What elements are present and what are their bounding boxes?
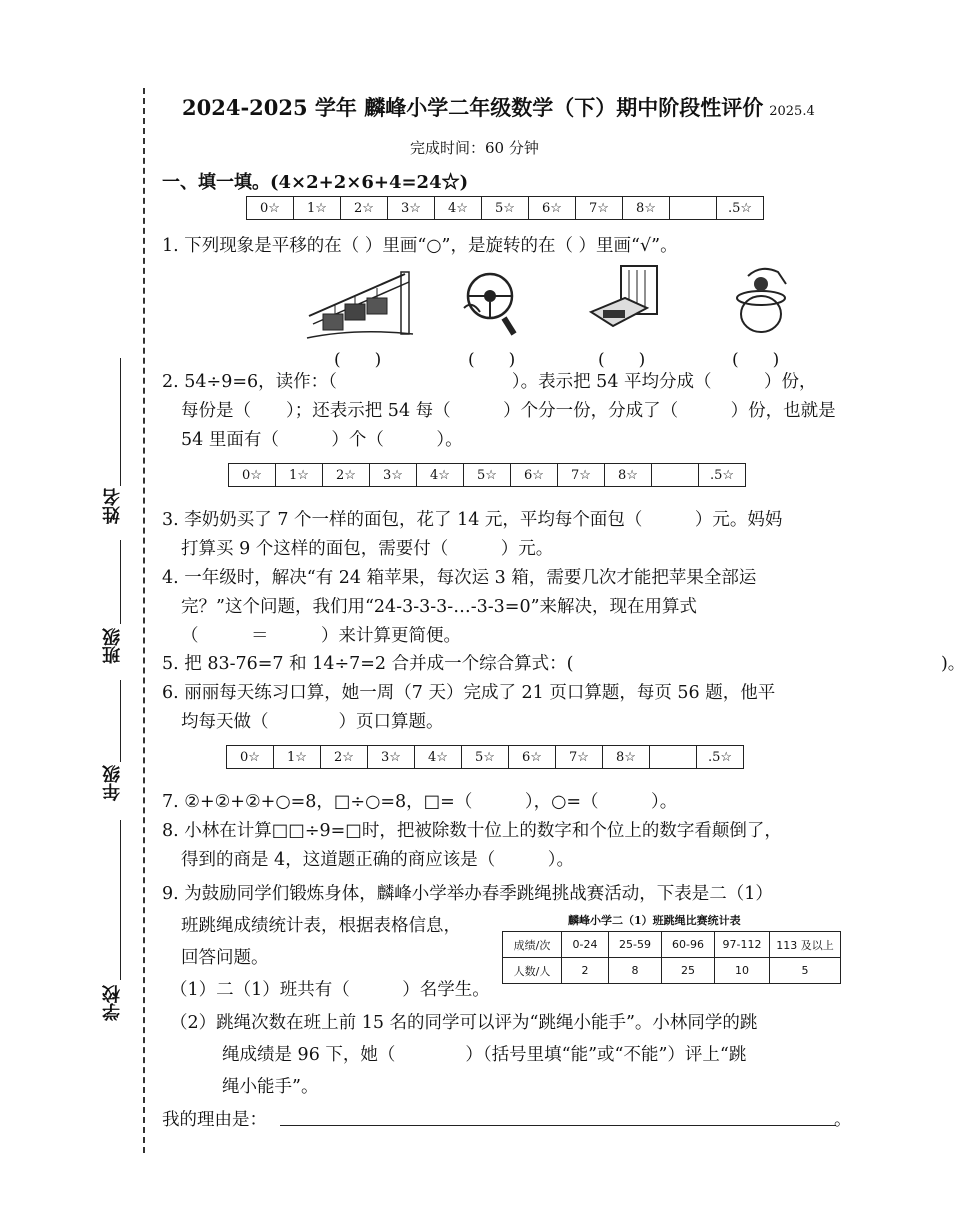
question-3-line-1: 3. 李奶奶买了 7 个一样的面包，花了 14 元，平均每个面包（ ）元。妈妈 — [162, 510, 783, 530]
class-label: 班级 — [102, 628, 123, 664]
question-4-line-3: （ ＝ ）来计算更简便。 — [181, 626, 461, 646]
binding-line — [143, 88, 145, 1153]
table-header-cell: 0-24 — [562, 932, 609, 958]
stats-table-title: 麟峰小学二（1）班跳绳比赛统计表 — [568, 914, 741, 927]
score-row — [246, 196, 764, 220]
score-cell[interactable]: 0☆ — [229, 464, 276, 487]
score-row — [228, 463, 746, 487]
question-5: 5. 把 83-76=7 和 14÷7=2 合并成一个综合算式：( )。 — [162, 654, 965, 674]
score-cell[interactable]: .5☆ — [717, 197, 764, 220]
score-cell[interactable]: 1☆ — [276, 464, 323, 487]
grade-line[interactable] — [120, 680, 121, 762]
question-9-part-2-line-2: 绳成绩是 96 下，她（ ）（括号里填“能”或“不能”）评上“跳 — [222, 1045, 747, 1065]
score-cell[interactable]: 3☆ — [368, 746, 415, 769]
question-9-line-1: 9. 为鼓励同学们锻炼身体，麟峰小学举办春季跳绳挑战赛活动，下表是二（1） — [162, 884, 773, 904]
question-8-line-2: 得到的商是 4，这道题正确的商应该是（ ）。 — [181, 850, 574, 870]
score-cell[interactable]: 1☆ — [274, 746, 321, 769]
table-cell: 10 — [715, 958, 770, 984]
score-cell[interactable] — [670, 197, 717, 220]
spinning-top-illustration — [728, 262, 794, 336]
score-cell[interactable]: 2☆ — [321, 746, 368, 769]
answer-paren-1[interactable]: ( ) — [334, 350, 382, 370]
score-cell[interactable]: 6☆ — [509, 746, 556, 769]
score-cell[interactable] — [652, 464, 699, 487]
table-cell: 8 — [609, 958, 662, 984]
table-header-cell: 25-59 — [609, 932, 662, 958]
score-cell[interactable]: 7☆ — [556, 746, 603, 769]
question-1: 1. 下列现象是平移的在（ ）里画“○”，是旋转的在（ ）里画“√”。 — [162, 236, 678, 256]
steering-wheel-illustration — [458, 268, 522, 340]
table-cell: 5 — [770, 958, 841, 984]
score-cell[interactable]: 4☆ — [415, 746, 462, 769]
score-cell[interactable]: 8☆ — [603, 746, 650, 769]
question-2-line-2: 每份是（ ）；还表示把 54 每（ ）个分一份，分成了（ ）份，也就是 — [181, 401, 836, 421]
class-line[interactable] — [120, 540, 121, 624]
question-3-line-2: 打算买 9 个这样的面包，需要付（ ）元。 — [181, 539, 554, 559]
score-cell[interactable]: 5☆ — [464, 464, 511, 487]
drawer-illustration — [585, 262, 665, 336]
table-row — [503, 958, 841, 984]
score-cell[interactable] — [650, 746, 697, 769]
name-line[interactable] — [120, 358, 121, 486]
score-cell[interactable]: .5☆ — [699, 464, 746, 487]
table-header-cell: 60-96 — [662, 932, 715, 958]
question-4-line-1: 4. 一年级时，解决“有 24 箱苹果，每次运 3 箱，需要几次才能把苹果全部运 — [162, 568, 757, 588]
reason-label: 我的理由是： — [162, 1110, 267, 1130]
score-cell[interactable]: 7☆ — [558, 464, 605, 487]
table-cell: 人数/人 — [503, 958, 562, 984]
score-cell[interactable]: 2☆ — [341, 197, 388, 220]
score-cell[interactable]: 6☆ — [511, 464, 558, 487]
score-cell[interactable]: 7☆ — [576, 197, 623, 220]
title-main: 2024-2025 学年 麟峰小学二年级数学（下）期中阶段性评价 — [182, 95, 764, 120]
answer-paren-3[interactable]: ( ) — [598, 350, 646, 370]
school-label: 学校 — [102, 985, 123, 1021]
question-8-line-1: 8. 小林在计算□□÷9=□时，把被除数十位上的数字和个位上的数字看颠倒了， — [162, 821, 782, 841]
question-9-part-2-line-1: （2）跳绳次数在班上前 15 名的同学可以评为“跳绳小能手”。小林同学的跳 — [170, 1013, 758, 1033]
question-7: 7. ②+②+②+○=8，□÷○=8，□=（ ），○=（ ）。 — [162, 792, 678, 812]
title-date: 2025.4 — [769, 104, 815, 119]
score-cell[interactable]: 0☆ — [247, 197, 294, 220]
score-cell[interactable]: 6☆ — [529, 197, 576, 220]
section-heading: 一、填一填。(4×2+2×6+4=24☆) — [162, 172, 469, 193]
score-cell[interactable]: 5☆ — [482, 197, 529, 220]
question-9-line-3: 回答问题。 — [181, 948, 269, 968]
answer-paren-2[interactable]: ( ) — [468, 350, 516, 370]
score-cell[interactable]: 5☆ — [462, 746, 509, 769]
score-cell[interactable]: 4☆ — [435, 197, 482, 220]
page-title — [182, 92, 815, 122]
score-cell[interactable]: 0☆ — [227, 746, 274, 769]
table-header-cell: 97-112 — [715, 932, 770, 958]
table-header-row — [503, 932, 841, 958]
time-limit: 完成时间：60 分钟 — [410, 139, 539, 157]
score-cell[interactable]: 3☆ — [388, 197, 435, 220]
score-cell[interactable]: 2☆ — [323, 464, 370, 487]
school-line[interactable] — [120, 820, 121, 980]
jump-rope-stats-table — [502, 931, 841, 984]
name-label: 姓名 — [102, 488, 123, 524]
score-cell[interactable]: .5☆ — [697, 746, 744, 769]
table-header-cell: 113 及以上 — [770, 932, 841, 958]
question-6-line-1: 6. 丽丽每天练习口算，她一周（7 天）完成了 21 页口算题，每页 56 题，他平 — [162, 683, 776, 703]
score-row — [226, 745, 744, 769]
question-9-line-2: 班跳绳成绩统计表，根据表格信息， — [181, 916, 461, 936]
question-6-line-2: 均每天做（ ）页口算题。 — [181, 712, 444, 732]
table-cell: 25 — [662, 958, 715, 984]
cable-car-illustration — [305, 268, 415, 340]
score-cell[interactable]: 3☆ — [370, 464, 417, 487]
answer-paren-4[interactable]: ( ) — [732, 350, 780, 370]
reason-end-mark: 。 — [834, 1110, 852, 1130]
question-9-part-1: （1）二（1）班共有（ ）名学生。 — [170, 980, 490, 1000]
table-header-cell: 成绩/次 — [503, 932, 562, 958]
grade-label: 年级 — [102, 765, 123, 801]
score-cell[interactable]: 8☆ — [605, 464, 652, 487]
question-2-line-3: 54 里面有（ ）个（ ）。 — [181, 430, 463, 450]
question-2-line-1: 2. 54÷9=6，读作：（ ）。表示把 54 平均分成（ ）份， — [162, 372, 817, 392]
reason-answer-line[interactable] — [280, 1125, 836, 1126]
question-9-part-2-line-3: 绳小能手”。 — [222, 1077, 319, 1097]
question-4-line-2: 完？”这个问题，我们用“24-3-3-3-…-3-3=0”来解决，现在用算式 — [181, 597, 698, 617]
table-cell: 2 — [562, 958, 609, 984]
score-cell[interactable]: 8☆ — [623, 197, 670, 220]
score-cell[interactable]: 1☆ — [294, 197, 341, 220]
score-cell[interactable]: 4☆ — [417, 464, 464, 487]
